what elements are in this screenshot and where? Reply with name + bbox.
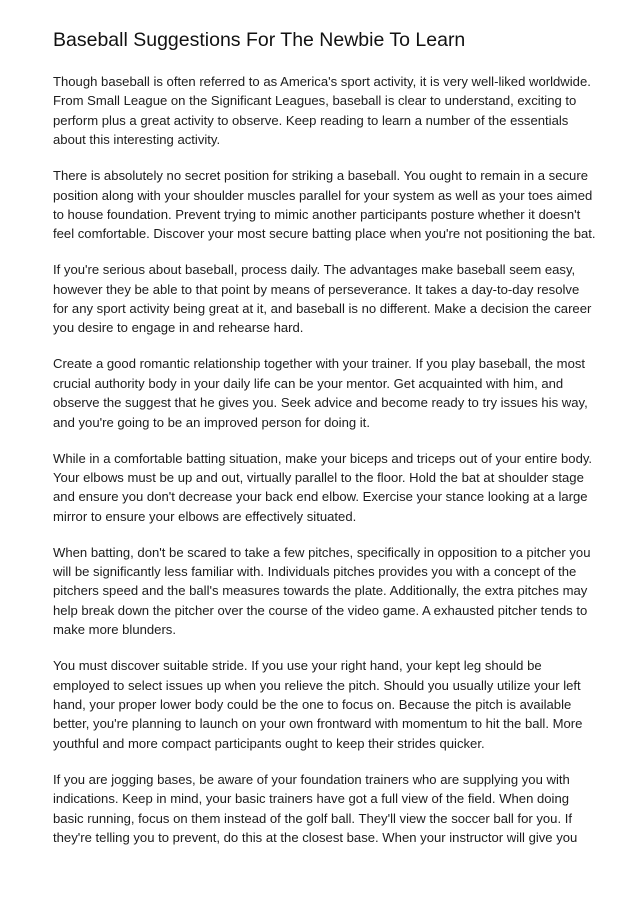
paragraph-2: There is absolutely no secret position for striking a baseball. You ought to remain in a secure position along with your shoulder muscles parallel for your system as well as your toes aimed to house foundation. Prevent trying to mimic another participants posture whether it doesn't feel comfortable. Discover your most secure batting place when you're not positioning the bat. [53,168,596,242]
paragraph-4: Create a good romantic relationship together with your trainer. If you play baseball, the most crucial authority body in your daily life can be your mentor. Get acquainted with him, and observe the suggest that he gives you. Seek advice and become ready to try issues his way, and you're going to be an improved person for doing it. [53,356,588,430]
document-title: Baseball Suggestions For The Newbie To Learn [53,29,466,51]
paragraph-6: When batting, don't be scared to take a few pitches, specifically in opposition to a pitcher you will be significantly less familiar with. Individuals pitches provides you with a concept of the pitchers speed and the ball's measures towards the plate. Additionally, the extra pitches may help break down the pitcher over the course of the video game. A exhausted pitcher tends to make more blunders. [53,544,591,638]
paragraph-5: While in a comfortable batting situation, make your biceps and triceps out of your entire body. Your elbows must be up and out, virtually parallel to the floor. Hold the bat at shoulder stage and ensure you don't decrease your back end elbow. Exercise your stance looking at a large mirror to ensure your elbows are effectively situated. [53,450,593,524]
paragraph-7: You must discover suitable stride. If you use your right hand, your kept leg should be employed to select issues up when you relieve the pitch. Should you usually utilize your left hand, your proper lower body could be the one to focus on. Because the pitch is available better, you're planning to launch on your own frontward with momentum to hit the ball. More youthful and more compact participants ought to keep their strides quicker. [53,658,583,751]
paragraph-3: If you're serious about baseball, process daily. The advantages make baseball seem easy, however they be able to that point by means of perseverance. It takes a day-to-day resolve for any sport activity being great at it, and baseball is no different. Make a decision the career you desire to engage in and rehearse hard. [53,262,592,336]
paragraph-8: If you are jogging bases, be aware of your foundation trainers who are supplying you with indications. Keep in mind, your basic trainers have got a full view of the field. When doing basic running, focus on them instead of the golf ball. They'll view the soccer ball for you. If they're telling you to prevent, do this at the closest base. When your instructor will give you [53,771,578,845]
paragraph-1: Though baseball is often referred to as America's sport activity, it is very well-liked worldwide. From Small League on the Significant Leagues, baseball is clear to understand, exciting to perform plus a great activity to observe. Keep reading to learn a number of the essentials about this interesting activity. [53,74,591,148]
